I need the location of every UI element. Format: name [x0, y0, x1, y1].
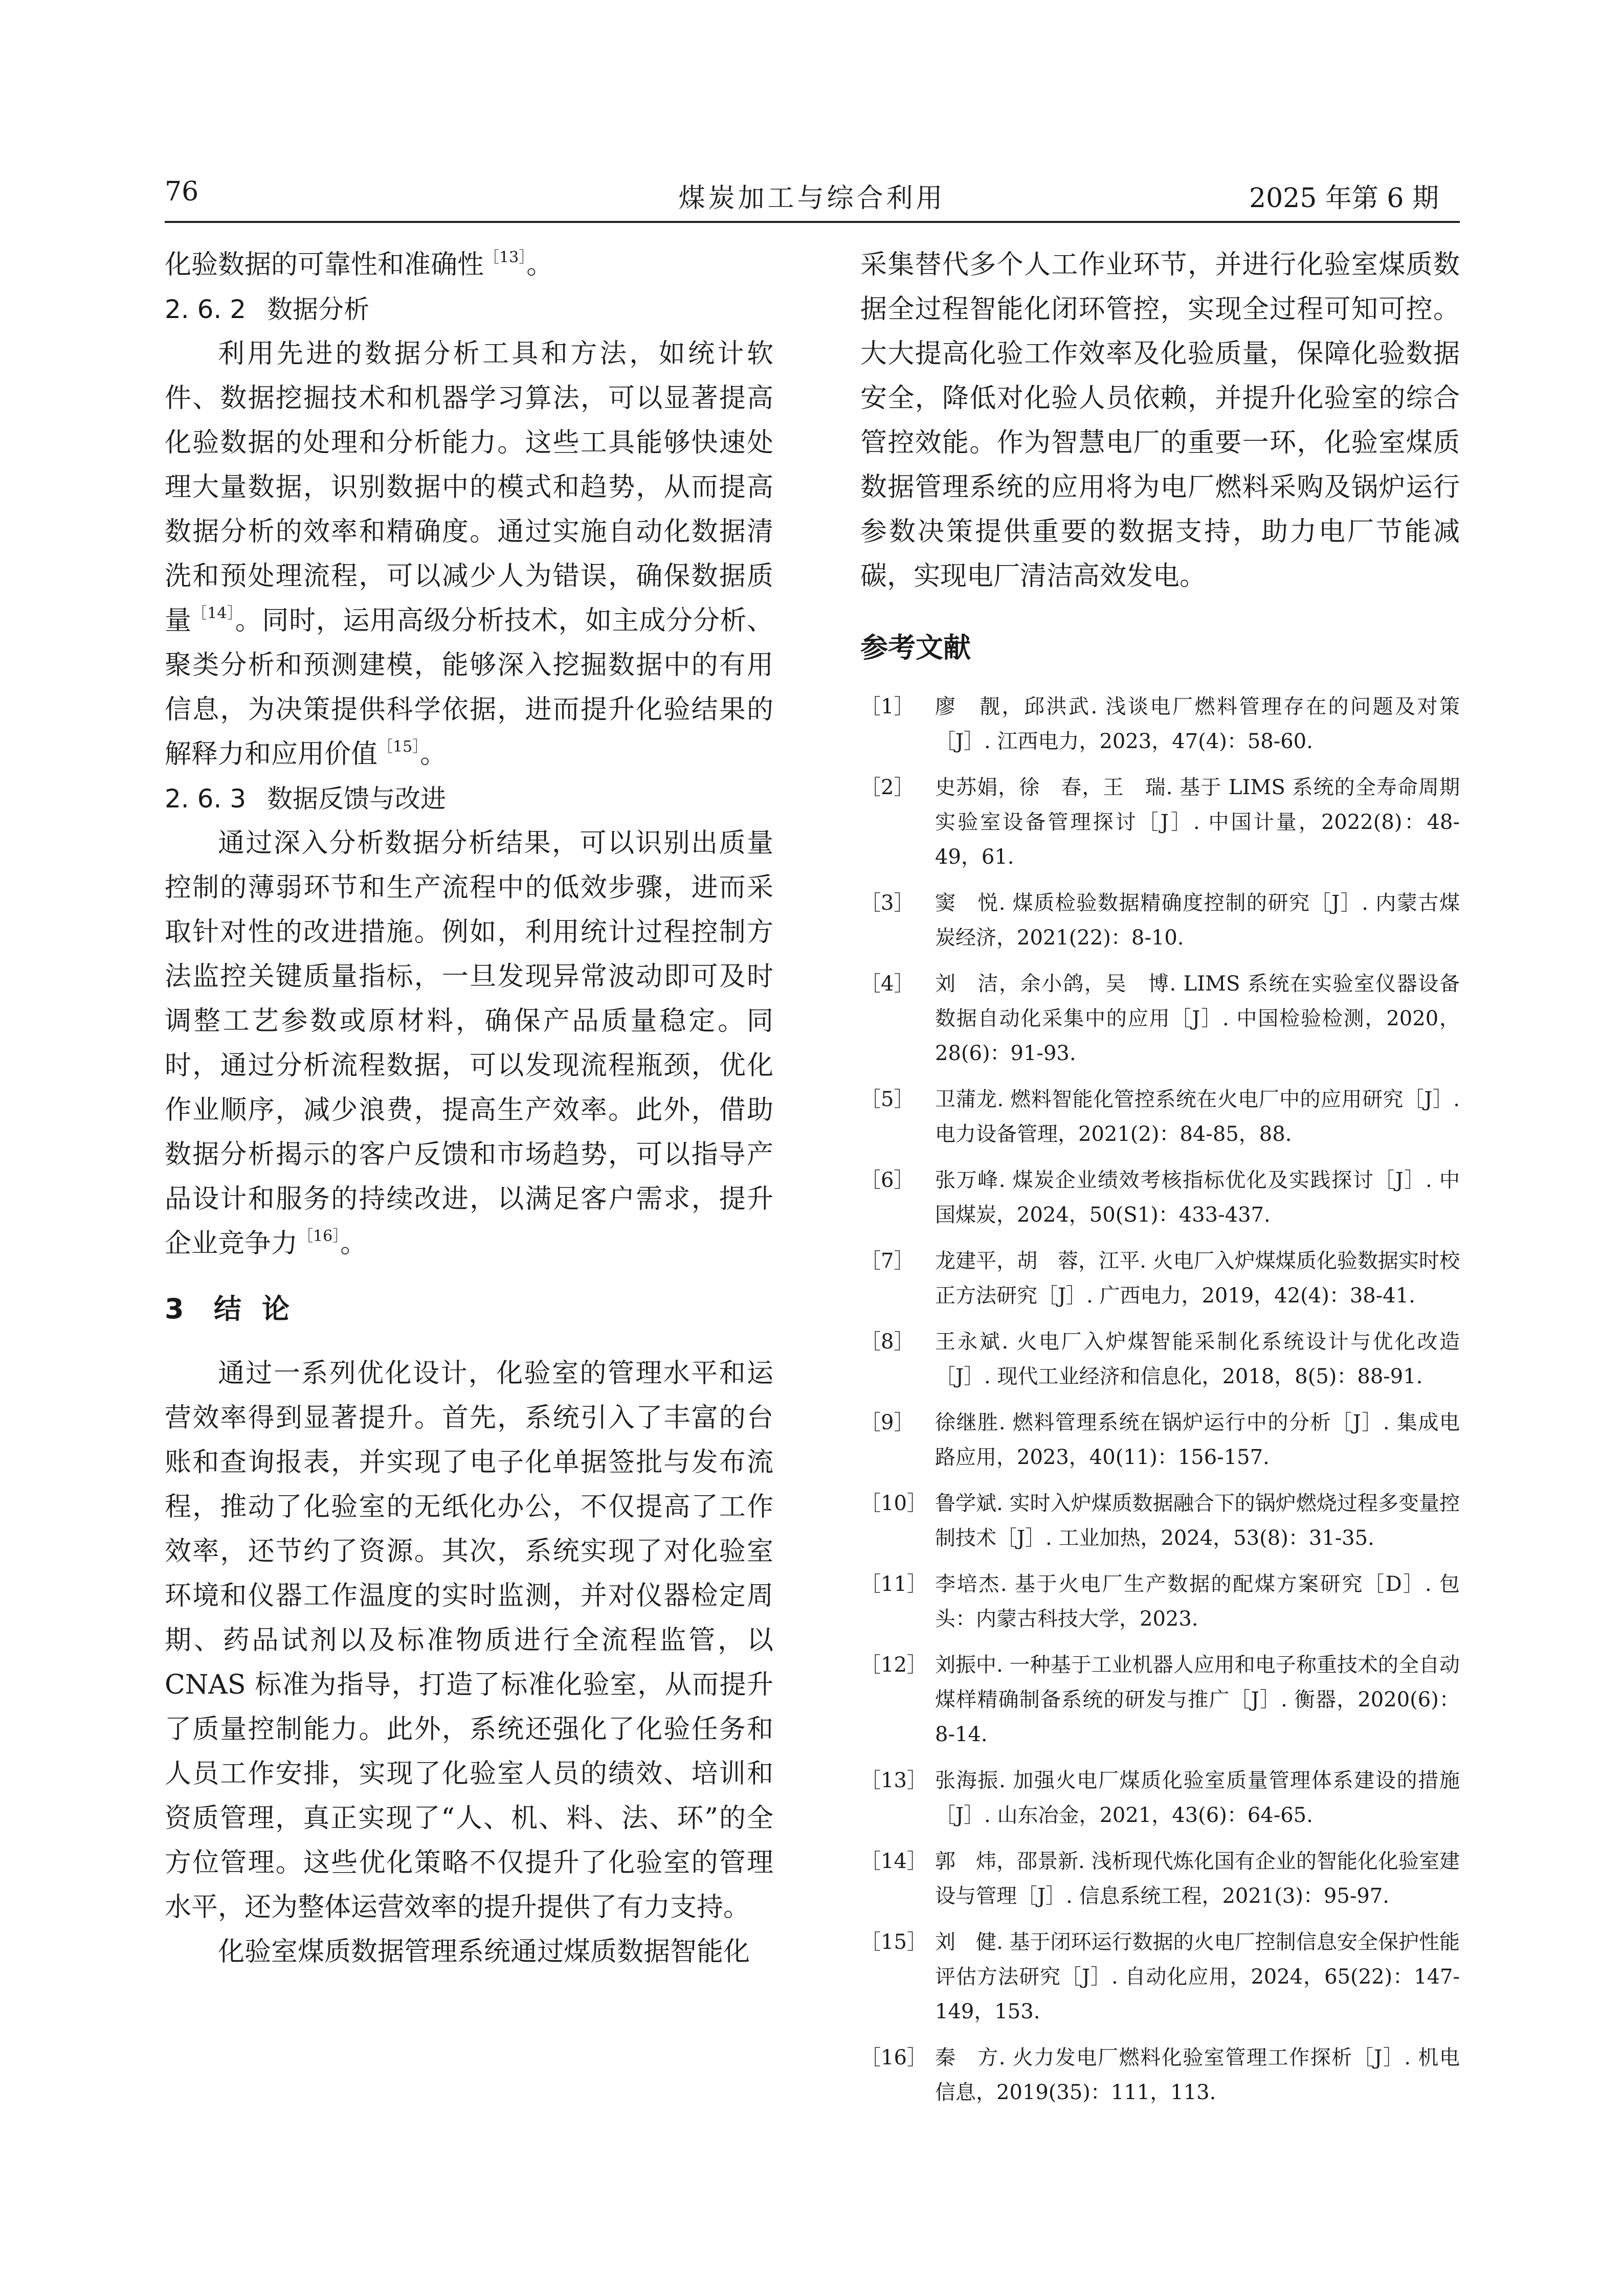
reference-item [860, 1486, 1460, 1556]
reference-number: ［5］ [860, 1088, 915, 1111]
reference-text: 郭 炜，邵景新. 浅析现代炼化国有企业的智能化化验室建设与管理［J］. 信息系统工程，2021(3)：95-97. [935, 1850, 1460, 1908]
references-heading: 参考文献 [860, 632, 971, 664]
paragraph: 化验数据的可靠性和准确性$^{[13]}$。 [165, 249, 553, 280]
paragraph: 通过深入分析数据分析结果，可以识别出质量控制的薄弱环节和生产流程中的低效步骤，进而采取针对性的改进措施。例如，利用统计过程控制方法监控关键质量指标，一旦发现异常波动即可及时调整工艺参数或原材料，确保产品质量稳定。同时，通过分析流程数据，可以发现流程瓶颈，优化作业顺序，减少浪费，提高生产效率。此外，借助数据分析揭示的客户反馈和市场趋势，可以指导产品设计和服务的持续改进，以满足客户需求，提升企业竞争力$^{[16]}$。 [165, 828, 773, 1259]
reference-number: ［11］ [860, 1572, 927, 1596]
reference-item [860, 1082, 1460, 1152]
reference-number: ［8］ [860, 1330, 915, 1354]
reference-number: ［4］ [860, 972, 915, 996]
paragraph: 通过一系列优化设计，化验室的管理水平和运营效率得到显著提升。首先，系统引入了丰富的台账和查询报表，并实现了电子化单据签批与发布流程，推动了化验室的无纸化办公，不仅提高了工作效率，还节约了资源。其次，系统实现了对化验室环境和仪器工作温度的实时监测，并对仪器检定周期、药品试剂以及标准物质进行全流程监管，以 CNAS 标准为指导，打造了标准化验室，从而提升了质量控制能力。此外，系统还强化了化验任务和人员工作安排，实现了化验室人员的绩效、培训和资质管理，真正实现了“人、机、料、法、环”的全方位管理。这些优化策略不仅提升了化验室的管理水平，还为整体运营效率的提升提供了有力支持。 [165, 1358, 773, 1923]
reference-item [860, 1648, 1460, 1752]
reference-item [860, 1925, 1460, 2029]
journal-title: 煤炭加工与综合利用 [678, 183, 946, 214]
reference-item [860, 886, 1460, 955]
reference-text: 徐继胜. 燃料管理系统在锅炉运行中的分析［J］. 集成电路应用，2023，40(11)：156-157. [935, 1411, 1460, 1469]
citation: ［14］ [191, 604, 235, 622]
reference-item [860, 1405, 1460, 1475]
paragraph: 采集替代多个人工作业环节，并进行化验室煤质数据全过程智能化闭环管控，实现全过程可知可控。大大提高化验工作效率及化验质量，保障化验数据安全，降低对化验人员依赖，并提升化验室的综合管控效能。作为智慧电厂的重要一环，化验室煤质数据管理系统的应用将为电厂燃料采购及锅炉运行参数决策提供重要的数据支持，助力电厂节能减碳，实现电厂清洁高效发电。 [860, 250, 1460, 592]
reference-item [860, 1763, 1460, 1833]
reference-text: 窦 悦. 煤质检验数据精确度控制的研究［J］. 内蒙古煤炭经济，2021(22)：8-10. [935, 891, 1460, 950]
subsection-title: 数据分析 [267, 295, 369, 324]
reference-item [860, 2040, 1460, 2110]
issue-label: 2025 年第 6 期 [1249, 183, 1439, 214]
reference-item [860, 966, 1460, 1071]
citation: ［13］ [484, 249, 527, 266]
reference-number: ［10］ [860, 1492, 927, 1515]
citation: ［16］ [298, 1227, 341, 1245]
references-list [860, 689, 1460, 2110]
subsection-number: 2. 6. 2 [165, 295, 247, 324]
reference-number: ［13］ [860, 1769, 927, 1792]
reference-text: 王永斌. 火电厂入炉煤智能采制化系统设计与优化改造［J］. 现代工业经济和信息化，2018，8(5)：88-91. [935, 1330, 1460, 1388]
reference-number: ［3］ [860, 891, 915, 915]
reference-number: ［15］ [860, 1930, 927, 1954]
reference-item [860, 770, 1460, 874]
subsection-number: 2. 6. 3 [165, 784, 247, 814]
reference-text: 廖 靓，邱洪武. 浅谈电厂燃料管理存在的问题及对策［J］. 江西电力，2023，47(4)：58-60. [935, 695, 1460, 753]
reference-number: ［7］ [860, 1249, 915, 1273]
section-number: 3 [165, 1293, 184, 1325]
subsection-heading [165, 777, 773, 821]
citation: ［15］ [377, 738, 420, 756]
left-column [165, 243, 773, 1974]
reference-text: 龙建平，胡 蓉，江平. 火电厂入炉煤煤质化验数据实时校正方法研究［J］. 广西电力，2019，42(4)：38-41. [935, 1249, 1460, 1308]
header-rule [165, 221, 1460, 223]
reference-number: ［9］ [860, 1411, 915, 1434]
reference-item [860, 1324, 1460, 1394]
paragraph: 利用先进的数据分析工具和方法，如统计软件、数据挖掘技术和机器学习算法，可以显著提高化验数据的处理和分析能力。这些工具能够快速处理大量数据，识别数据中的模式和趋势，从而提高数据分析的效率和精确度。通过实施自动化数据清洗和预处理流程，可以减少人为错误，确保数据质量$^{[14]}$。同时，运用高级分析技术，如主成分分析、聚类分析和预测建模，能够深入挖掘数据中的有用信息，为决策提供科学依据，进而提升化验结果的解释力和应用价值$^{[15]}$。 [165, 339, 773, 770]
reference-number: ［1］ [860, 695, 915, 718]
right-column [860, 243, 1460, 2121]
subsection-heading [165, 287, 773, 332]
reference-text: 刘 健. 基于闭环运行数据的火电厂控制信息安全保护性能评估方法研究［J］. 自动化应用，2024，65(22)：147-149，153. [935, 1930, 1460, 2023]
reference-text: 史苏娟，徐 春，王 瑞. 基于 LIMS 系统的全寿命周期实验室设备管理探讨［J］. 中国计量，2022(8)：48-49，61. [935, 776, 1460, 869]
reference-text: 卫蒲龙. 燃料智能化管控系统在火电厂中的应用研究［J］. 电力设备管理，2021(2)：84-85，88. [935, 1088, 1460, 1146]
reference-number: ［16］ [860, 2046, 927, 2069]
reference-text: 鲁学斌. 实时入炉煤质数据融合下的锅炉燃烧过程多变量控制技术［J］. 工业加热，2024，53(8)：31-35. [935, 1492, 1460, 1550]
reference-number: ［2］ [860, 776, 915, 799]
reference-text: 李培杰. 基于火电厂生产数据的配煤方案研究［D］. 包头：内蒙古科技大学，2023. [935, 1572, 1460, 1631]
reference-number: ［14］ [860, 1850, 927, 1873]
reference-number: ［12］ [860, 1653, 927, 1677]
section-title: 结论 [214, 1293, 310, 1325]
reference-text: 刘 洁，余小鸽，吴 博. LIMS 系统在实验室仪器设备数据自动化采集中的应用［J］. 中国检验检测，2020，28(6)：91-93. [935, 972, 1460, 1065]
paragraph: 化验室煤质数据管理系统通过煤质数据智能化 [218, 1937, 750, 1967]
subsection-title: 数据反馈与改进 [267, 784, 446, 814]
reference-text: 刘振中. 一种基于工业机器人应用和电子称重技术的全自动煤样精确制备系统的研发与推广［J］. 衡器，2020(6)：8-14. [935, 1653, 1460, 1746]
reference-item [860, 1244, 1460, 1313]
reference-text: 张万峰. 煤炭企业绩效考核指标优化及实践探讨［J］. 中国煤炭，2024，50(S1)：433-437. [935, 1168, 1460, 1227]
page-number: 76 [165, 176, 199, 207]
section-heading [165, 1287, 773, 1331]
reference-item [860, 689, 1460, 759]
reference-item [860, 1567, 1460, 1636]
reference-item [860, 1163, 1460, 1232]
reference-number: ［6］ [860, 1168, 915, 1192]
reference-item [860, 1844, 1460, 1914]
reference-text: 张海振. 加强火电厂煤质化验室质量管理体系建设的措施［J］. 山东冶金，2021，43(6)：64-65. [935, 1769, 1460, 1827]
reference-text: 秦 方. 火力发电厂燃料化验室管理工作探析［J］. 机电信息，2019(35)：111，113. [935, 2046, 1460, 2104]
